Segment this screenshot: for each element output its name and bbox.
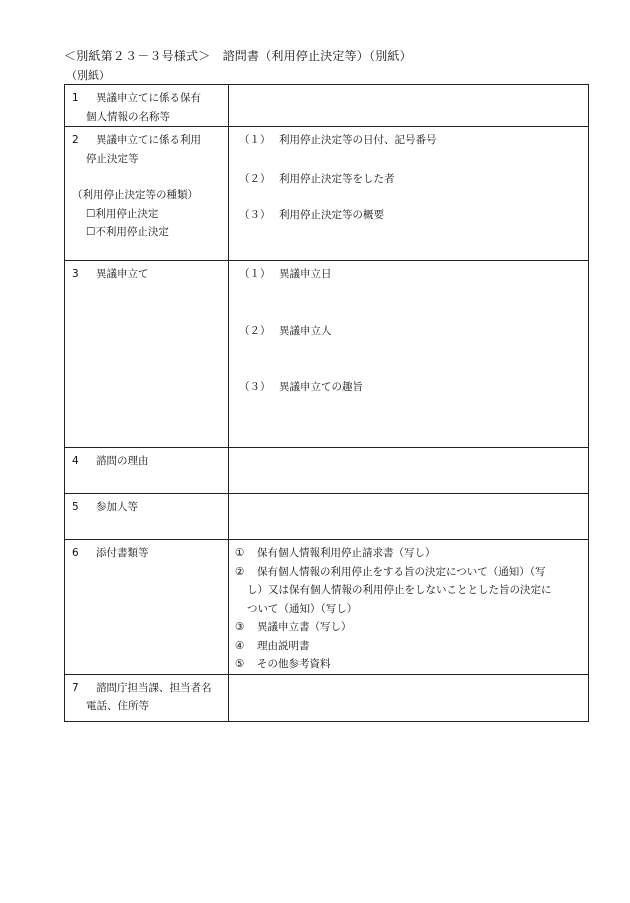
table-row [65,674,589,721]
checkbox-use-suspension[interactable]: ☐利用停止決定 [86,207,159,220]
row-number: 3 [72,268,79,280]
row-7-content-cell[interactable] [229,674,589,721]
row-label-line: 異議申立てに係る利用 [96,134,201,146]
row-label-line: 停止決定等 [86,152,139,165]
row-label-line: 諮問の理由 [96,455,149,467]
attachment-text: その他参考資料 [257,658,331,670]
item-number: （２） [239,172,271,185]
table-row [65,494,589,540]
attachment-text: 保有個人情報の利用停止をする旨の決定について（通知）（写 [257,565,546,578]
item-text: 異議申立ての趣旨 [279,381,363,393]
row-4-content-cell[interactable] [229,448,589,494]
row-6-content-cell [229,540,589,675]
attachment-text: ついて（通知）（写し） [247,602,358,615]
item-number: （３） [239,381,271,393]
attachment-text: 理由説明書 [257,639,310,652]
row-4-label-cell [65,448,229,494]
item-text: 異議申立日 [279,268,332,280]
row-1-content-cell[interactable] [229,85,589,127]
row-label-line: 個人情報の名称等 [86,110,170,123]
form-title: ＜別紙第２３－３号様式＞ 諮問書（利用停止決定等）（別紙） [64,49,412,63]
table-row [65,261,589,448]
row-1-label-cell [65,85,229,127]
attachment-mark: ① [235,547,245,559]
item-text: 利用停止決定等をした者 [279,172,395,185]
decision-kind-title: （利用停止決定等の種類） [72,189,198,201]
attachment-mark: ③ [235,621,245,633]
row-number: 1 [72,92,79,104]
item-text: 利用停止決定等の概要 [279,209,384,221]
item-number: （１） [239,134,271,146]
row-2-content-cell [229,127,589,261]
item-number: （２） [239,324,271,337]
row-label-line: 諮問庁担当課、担当者名 [96,681,212,694]
item-text: 利用停止決定等の日付、記号番号 [279,134,437,146]
row-5-label-cell [65,494,229,540]
annex-label: （別紙） [66,69,110,82]
attachment-text: 異議申立書（写し） [257,621,352,633]
row-6-label-cell [65,540,229,675]
attachment-text: し）又は保有個人情報の利用停止をしないこととした旨の決定に [247,584,552,596]
table-row [65,448,589,494]
row-5-content-cell[interactable] [229,494,589,540]
row-3-label-cell [65,261,229,448]
row-3-content-cell [229,261,589,448]
attachment-mark: ④ [235,639,245,652]
table-row [65,85,589,127]
row-7-label-cell [65,674,229,721]
row-number: 7 [72,681,79,694]
inquiry-form-table [64,84,589,722]
row-number: 5 [72,501,79,513]
row-label-line: 異議申立てに係る保有 [96,92,201,104]
attachment-text: 保有個人情報利用停止請求書（写し） [257,547,436,559]
row-label-line: 添付書類等 [96,547,149,559]
row-number: 2 [72,134,79,146]
row-number: 4 [72,455,79,467]
attachment-mark: ⑤ [235,658,245,670]
item-number: （３） [239,209,271,221]
row-label-line: 異議申立て [96,268,149,280]
item-text: 異議申立人 [279,324,332,337]
row-2-label-cell [65,127,229,261]
checkbox-no-use-suspension[interactable]: ☐不利用停止決定 [86,226,169,238]
attachment-mark: ② [235,565,245,578]
row-label-line: 電話、住所等 [86,700,149,712]
table-row [65,127,589,261]
row-label-line: 参加人等 [96,501,138,513]
table-row [65,540,589,675]
row-number: 6 [72,547,79,559]
item-number: （１） [239,268,271,280]
